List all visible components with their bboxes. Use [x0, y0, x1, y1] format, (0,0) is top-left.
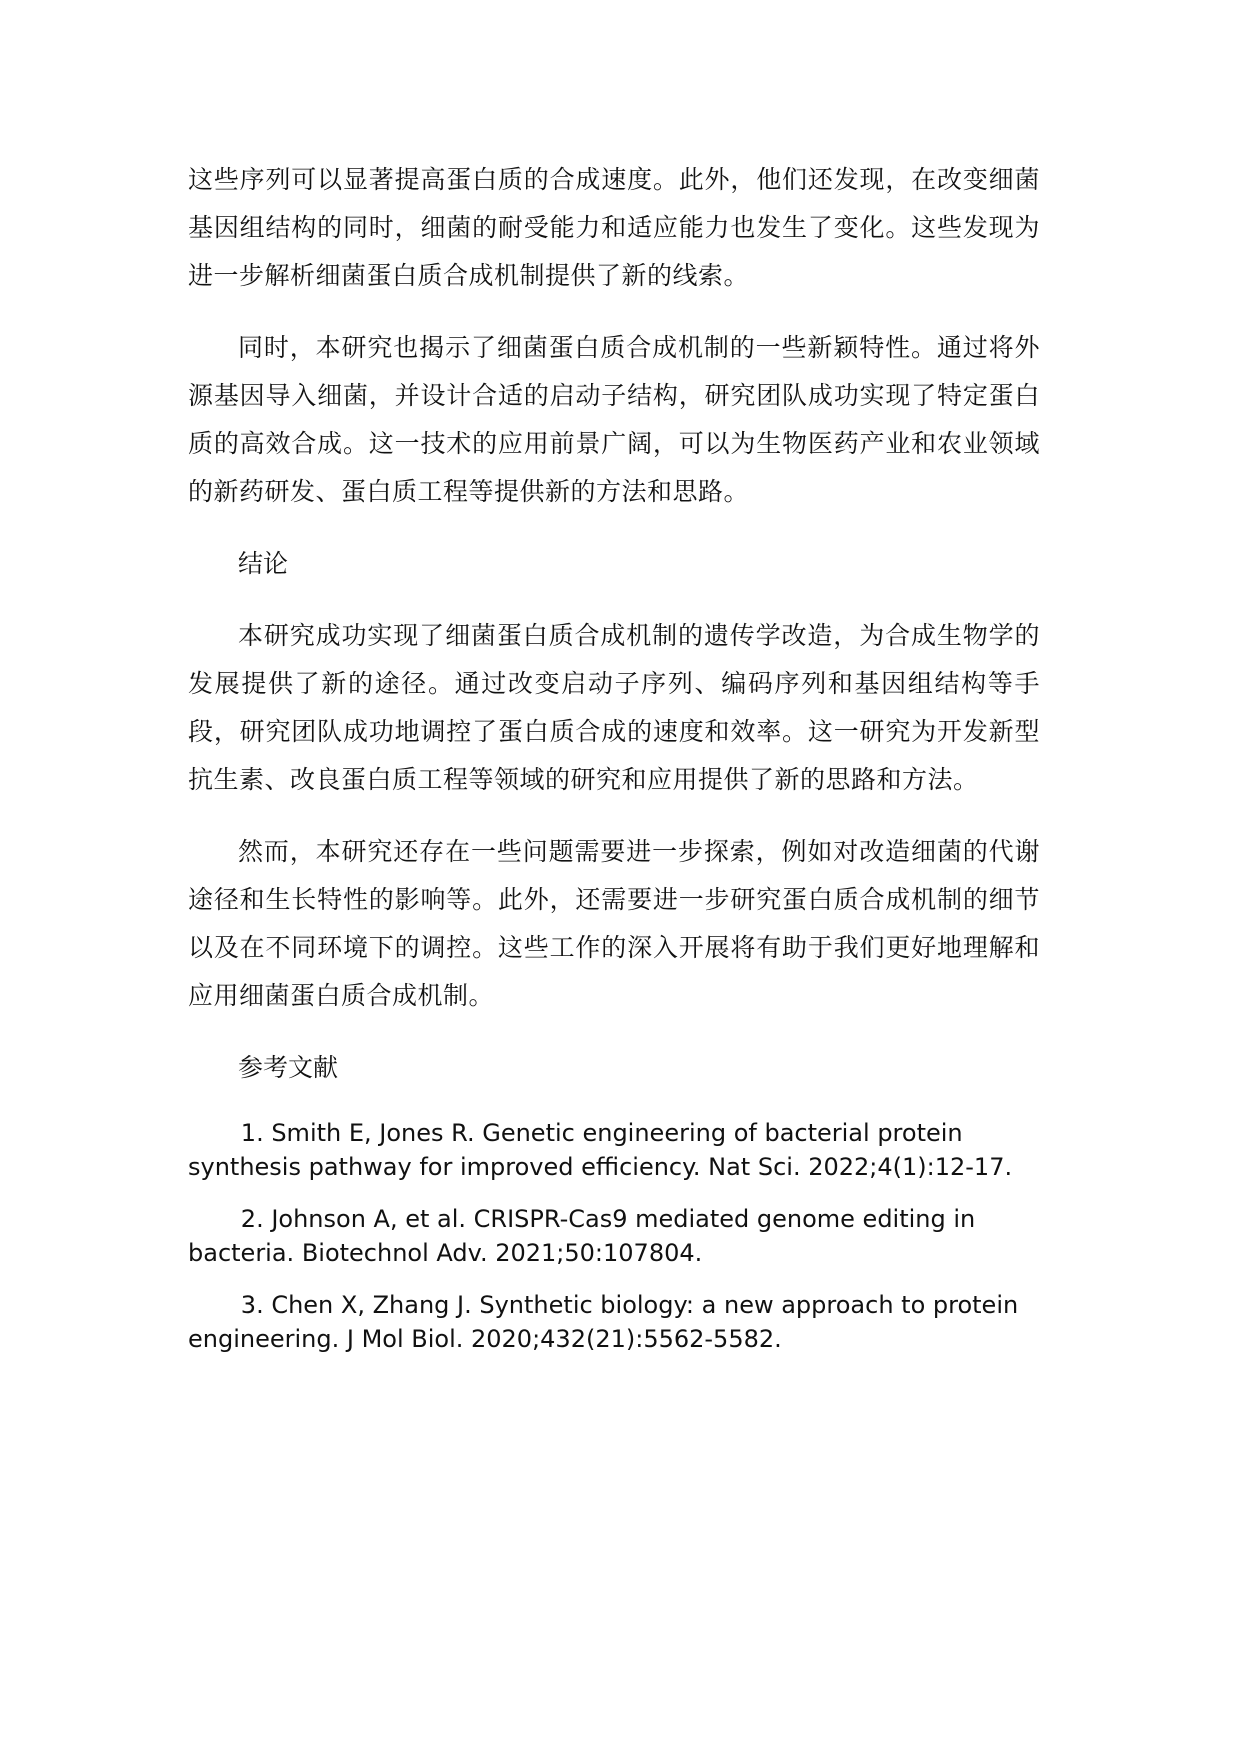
reference-item: 1. Smith E, Jones R. Genetic engineering of bacterial protein synthesis pathway for improved efficiency. Nat Sci. 2022;4(1):12-17. [188, 1119, 1013, 1181]
conclusion-heading: 结论 [238, 549, 289, 578]
conclusion-paragraph: 然而，本研究还存在一些问题需要进一步探索，例如对改造细菌的代谢途径和生长特性的影响等。此外，还需要进一步研究蛋白质合成机制的细节以及在不同环境下的调控。这些工作的深入开展将有助于我们更好地理解和应用细菌蛋白质合成机制。 [188, 837, 1040, 1010]
body-paragraph: 同时，本研究也揭示了细菌蛋白质合成机制的一些新颖特性。通过将外源基因导入细菌，并设计合适的启动子结构，研究团队成功实现了特定蛋白质的高效合成。这一技术的应用前景广阔，可以为生物医药产业和农业领域的新药研发、蛋白质工程等提供新的方法和思路。 [188, 333, 1040, 506]
conclusion-paragraph: 本研究成功实现了细菌蛋白质合成机制的遗传学改造，为合成生物学的发展提供了新的途径。通过改变启动子序列、编码序列和基因组结构等手段，研究团队成功地调控了蛋白质合成的速度和效率。这一研究为开发新型抗生素、改良蛋白质工程等领域的研究和应用提供了新的思路和方法。 [188, 621, 1040, 794]
body-paragraph: 这些序列可以显著提高蛋白质的合成速度。此外，他们还发现，在改变细菌基因组结构的同时，细菌的耐受能力和适应能力也发生了变化。这些发现为进一步解析细菌蛋白质合成机制提供了新的线索。 [188, 165, 1040, 290]
reference-item: 3. Chen X, Zhang J. Synthetic biology: a new approach to protein engineering. J Mol Biol. 2020;432(21):5562-5582. [188, 1291, 1019, 1353]
page-body [188, 156, 1040, 1374]
references-heading: 参考文献 [238, 1053, 339, 1082]
reference-item: 2. Johnson A, et al. CRISPR-Cas9 mediated genome editing in bacteria. Biotechnol Adv. 2021;50:107804. [188, 1205, 976, 1267]
